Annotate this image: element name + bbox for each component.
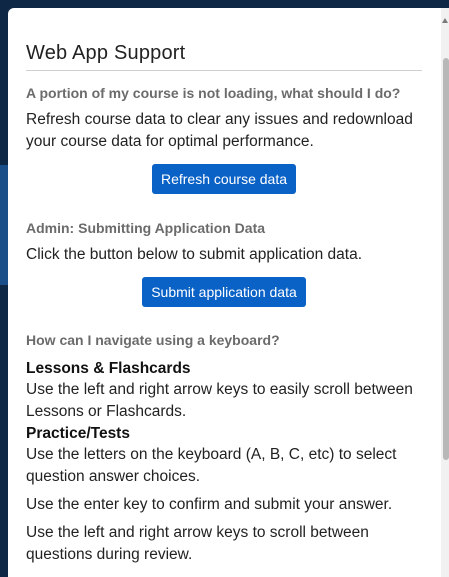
practice-line-2: Use the enter key to confirm and submit your answer. <box>26 496 393 513</box>
modal-content <box>26 42 422 566</box>
lessons-flashcards-body: Use the left and right arrow keys to easily scroll between Lessons or Flashcards. <box>26 381 413 420</box>
submit-application-data-button[interactable]: Submit application data <box>142 277 306 307</box>
keyboard-section-heading: How can I navigate using a keyboard? <box>26 332 280 348</box>
submit-button-row <box>26 277 422 307</box>
lessons-flashcards-title: Lessons & Flashcards <box>26 360 191 377</box>
refresh-course-data-button[interactable]: Refresh course data <box>152 164 296 194</box>
modal-title: Web App Support <box>26 42 422 71</box>
modal-scrollbar[interactable] <box>441 8 449 577</box>
admin-section-body: Click the button below to submit application data. <box>26 246 363 263</box>
scrollbar-thumb[interactable] <box>443 58 449 460</box>
practice-line-1: Use the letters on the keyboard (A, B, C, etc) to select question answer choices. <box>26 446 397 485</box>
course-section-body: Refresh course data to clear any issues and redownload your course data for optimal performance. <box>26 111 413 150</box>
practice-line-3: Use the left and right arrow keys to scroll between questions during review. <box>26 524 369 563</box>
scroll-up-arrow-icon[interactable] <box>442 18 448 23</box>
admin-section-heading: Admin: Submitting Application Data <box>26 220 266 236</box>
practice-tests-title: Practice/Tests <box>26 425 130 442</box>
course-section-heading: A portion of my course is not loading, what should I do? <box>26 85 401 101</box>
support-modal <box>8 8 449 577</box>
refresh-button-row <box>26 164 422 194</box>
